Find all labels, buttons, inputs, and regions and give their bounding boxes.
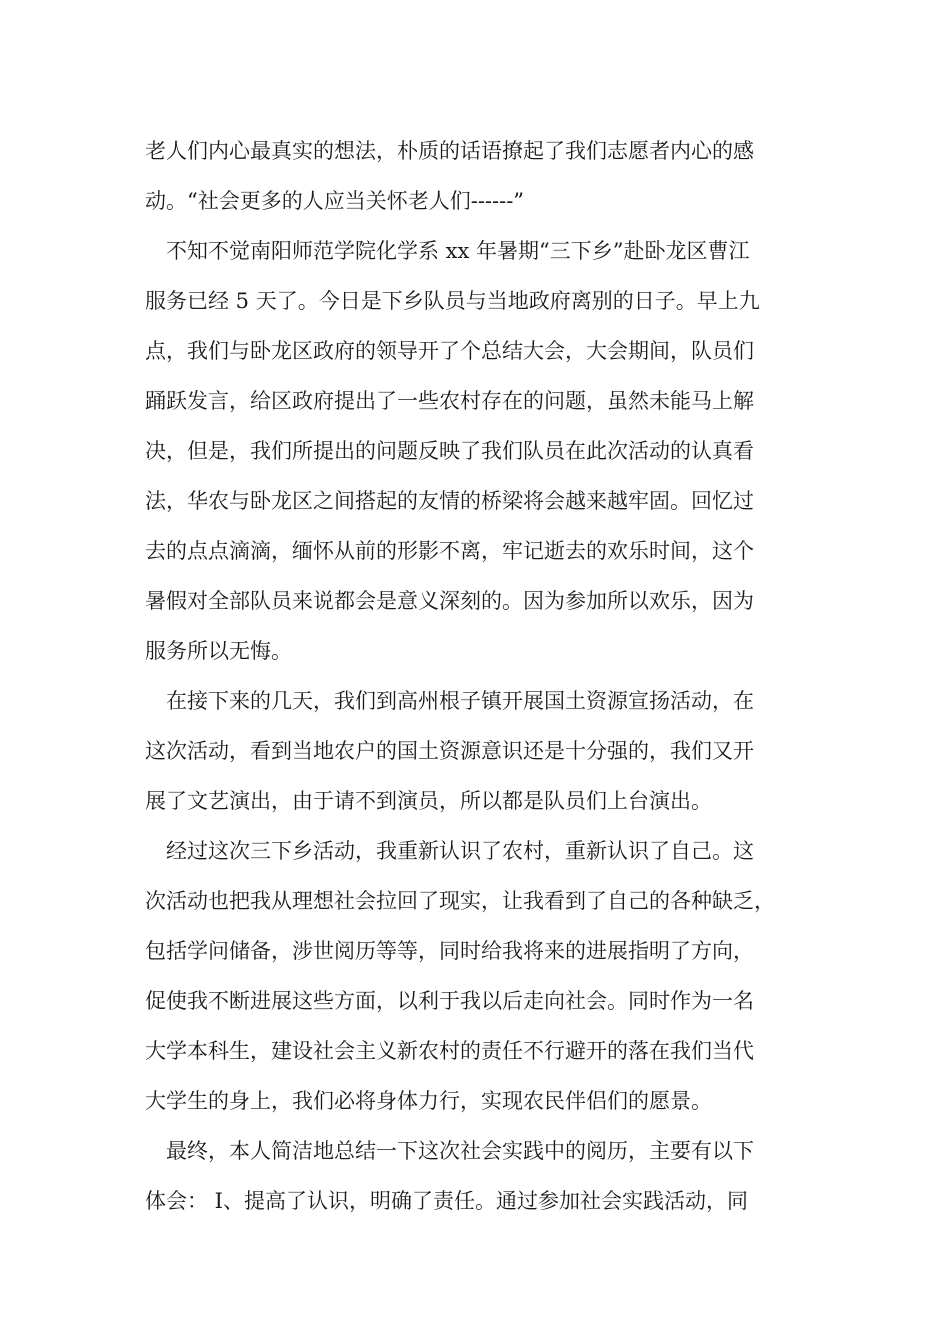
text-line: 大学本科生，建设社会主义新农村的责任不行避开的落在我们当代 (145, 1039, 754, 1063)
text-line: 次活动也把我从理想社会拉回了现实，让我看到了自己的各种缺乏， (145, 889, 775, 913)
text-line: 服务已经 5 天了。今日是下乡队员与当地政府离别的日子。早上九 (145, 289, 760, 313)
text-line: 法，华农与卧龙区之间搭起的友情的桥梁将会越来越牢固。回忆过 (145, 489, 754, 513)
text-line: 去的点点滴滴，缅怀从前的形影不离，牢记逝去的欢乐时间，这个 (145, 539, 754, 563)
text-line: 暑假对全部队员来说都会是意义深刻的。因为参加所以欢乐，因为 (145, 589, 754, 613)
text-line: 服务所以无悔。 (145, 639, 292, 663)
paragraph-first-line: 最终，本人简洁地总结一下这次社会实践中的阅历，主要有以下 (166, 1139, 754, 1163)
text-line: 展了文艺演出，由于请不到演员，所以都是队员们上台演出。 (145, 789, 712, 813)
text-line: 决，但是，我们所提出的问题反映了我们队员在此次活动的认真看 (145, 439, 754, 463)
paragraph-first-line: 经过这次三下乡活动，我重新认识了农村，重新认识了自己。这 (166, 839, 754, 863)
paragraph-first-line: 在接下来的几天，我们到高州根子镇开展国土资源宣扬活动，在 (166, 689, 754, 713)
paragraph-first-line: 不知不觉南阳师范学院化学系 xx 年暑期“三下乡”赴卧龙区曹江 (166, 239, 750, 263)
text-line: 点，我们与卧龙区政府的领导开了个总结大会，大会期间，队员们 (145, 339, 754, 363)
text-line: 踊跃发言，给区政府提出了一些农村存在的问题，虽然未能马上解 (145, 389, 754, 413)
text-line: 包括学问储备，涉世阅历等等，同时给我将来的进展指明了方向， (145, 939, 754, 963)
text-line: 动。“社会更多的人应当关怀老人们------” (145, 189, 525, 213)
text-line: 体会： I、提高了认识，明确了责任。通过参加社会实践活动，同 (145, 1189, 748, 1213)
text-line: 大学生的身上，我们必将身体力行，实现农民伴侣们的愿景。 (145, 1089, 712, 1113)
text-line: 促使我不断进展这些方面，以利于我以后走向社会。同时作为一名 (145, 989, 754, 1013)
text-line: 这次活动，看到当地农户的国土资源意识还是十分强的，我们又开 (145, 739, 754, 763)
text-line: 老人们内心最真实的想法，朴质的话语撩起了我们志愿者内心的感 (145, 139, 754, 163)
